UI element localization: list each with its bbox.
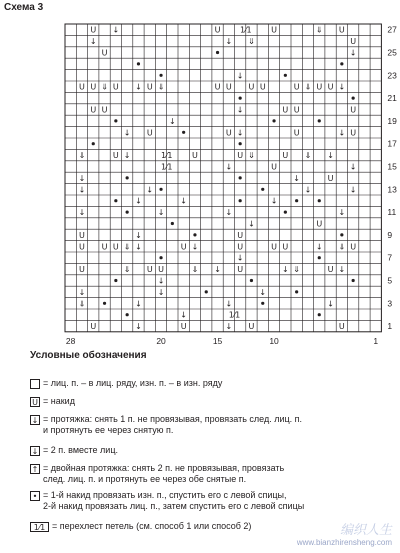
- cross-stitch-icon: 1⁄1: [240, 25, 252, 35]
- double-yarn-over-icon: [171, 222, 174, 225]
- row-number: 23: [387, 70, 397, 81]
- yarn-over-icon: U: [112, 151, 119, 161]
- k2tog-icon: ⇓: [123, 242, 131, 252]
- yarn-over-icon: U: [271, 25, 277, 35]
- ssk-icon: ↓: [338, 265, 346, 275]
- yarn-over-icon: U: [214, 25, 221, 35]
- ssk-icon: ↓: [135, 322, 142, 332]
- double-yarn-over-icon: [103, 302, 106, 305]
- ssk-icon: ↓: [225, 322, 233, 332]
- ssk-icon: ↓: [225, 299, 233, 309]
- ssk-icon: ↓: [112, 25, 120, 35]
- double-yarn-over-icon: [126, 211, 129, 214]
- legend-item-cross: [30, 521, 251, 532]
- column-number: 10: [269, 335, 279, 345]
- ssk-icon: ↓: [31, 415, 39, 425]
- legend-item-k2tog: [30, 445, 118, 456]
- legend-text-k2tog: = 2 п. вместе лиц.: [43, 445, 118, 455]
- yarn-over-icon: U: [316, 82, 323, 92]
- ssk-icon: ↓: [259, 287, 267, 297]
- ssk-icon: ↓: [225, 208, 233, 218]
- yarn-over-icon: U: [79, 82, 85, 92]
- k2tog-icon: ⇓: [248, 151, 255, 161]
- double-yarn-over-icon: [284, 74, 287, 77]
- yarn-over-icon: U: [350, 128, 357, 138]
- yarn-over-icon: U: [112, 82, 119, 92]
- column-number: 28: [65, 335, 76, 345]
- double-yarn-over-icon: [261, 188, 264, 191]
- ssk-icon: ↓: [157, 287, 165, 297]
- yarn-over-icon: U: [350, 37, 357, 47]
- double-yarn-over-icon: •: [30, 491, 40, 501]
- ssk-icon: ↓: [78, 185, 86, 195]
- yarn-over-icon: U: [327, 82, 334, 92]
- yarn-over-icon: U: [146, 128, 153, 138]
- cross-stitch-icon: 1⁄1: [30, 522, 49, 532]
- row-number: 1: [387, 321, 393, 332]
- yarn-over-icon: U: [90, 25, 97, 35]
- k2tog-icon: ⇓: [78, 151, 86, 161]
- legend-title: Условные обозначения: [30, 350, 147, 361]
- row-number: 3: [387, 298, 393, 309]
- yarn-over-icon: U: [79, 230, 85, 240]
- yarn-over-icon: U: [101, 48, 108, 58]
- yarn-over-icon: U: [30, 397, 40, 407]
- ssk-icon: ↓: [293, 173, 301, 183]
- yarn-over-icon: U: [271, 242, 277, 252]
- yarn-over-icon: U: [180, 322, 187, 332]
- double-yarn-over-icon: [92, 142, 95, 145]
- double-yarn-over-icon: [352, 97, 355, 100]
- ssk-icon: ↓: [327, 151, 334, 161]
- legend-text-double-decrease: = двойная протяжка: снять 2 п. не провязывая, провязать след. лиц. п. и протянуть ее через обе снятые п.: [43, 463, 285, 484]
- double-yarn-over-icon: [126, 176, 129, 179]
- yarn-over-icon: U: [293, 128, 300, 138]
- double-yarn-over-icon: [114, 119, 117, 122]
- yarn-over-icon: U: [79, 242, 85, 252]
- yarn-over-icon: U: [248, 322, 255, 332]
- watermark-logo: 编织人生: [339, 522, 392, 537]
- yarn-over-icon: U: [192, 151, 198, 161]
- k2tog-icon: ⇓: [123, 265, 131, 275]
- k2tog-icon: ↓: [31, 446, 39, 456]
- ssk-icon: ↓: [146, 185, 154, 195]
- k2tog-icon: ⇓: [101, 82, 108, 92]
- yarn-over-icon: U: [225, 82, 232, 92]
- ssk-icon: ↓: [236, 105, 244, 115]
- double-yarn-over-icon: [239, 199, 242, 202]
- ssk-icon: ↓: [349, 48, 357, 58]
- ssk-icon: ↓: [315, 242, 323, 252]
- k2tog-icon: ⇓: [157, 82, 165, 92]
- yarn-over-icon: U: [101, 105, 108, 115]
- legend-item-ssk: [30, 414, 302, 436]
- row-number: 17: [387, 138, 397, 149]
- ssk-icon: ↓: [236, 253, 244, 263]
- yarn-over-icon: U: [112, 242, 119, 252]
- row-number: 7: [387, 252, 393, 263]
- ssk-icon: ↓: [78, 287, 86, 297]
- cross-stitch-icon: 1⁄1: [160, 151, 173, 161]
- yarn-over-icon: U: [237, 230, 244, 240]
- ssk-icon: ↓: [89, 37, 97, 47]
- k2tog-icon: ⇓: [338, 242, 346, 252]
- double-yarn-over-icon: [261, 302, 264, 305]
- yarn-over-icon: U: [259, 82, 266, 92]
- yarn-over-icon: U: [293, 105, 300, 115]
- yarn-over-icon: U: [90, 105, 97, 115]
- yarn-over-icon: U: [282, 242, 289, 252]
- legend-item-yarn-over: [30, 396, 75, 407]
- yarn-over-icon: U: [327, 265, 334, 275]
- ssk-icon: ↓: [135, 230, 142, 240]
- yarn-over-icon: U: [237, 242, 244, 252]
- yarn-over-icon: U: [101, 242, 108, 252]
- double-yarn-over-icon: [126, 313, 129, 316]
- ssk-icon: ↓: [338, 82, 346, 92]
- yarn-over-icon: U: [225, 128, 232, 138]
- yarn-over-icon: U: [271, 162, 277, 172]
- ssk-icon: ↓: [123, 128, 131, 138]
- double-yarn-over-icon: [295, 199, 298, 202]
- ssk-icon: ↓: [135, 242, 142, 252]
- legend-item-knit: [30, 378, 222, 389]
- double-yarn-over-icon: [318, 199, 321, 202]
- double-yarn-over-icon: [239, 142, 242, 145]
- column-number: 15: [212, 335, 223, 345]
- ssk-icon: ↓: [157, 276, 165, 286]
- ssk-icon: ↓: [78, 208, 86, 218]
- row-number: 13: [387, 184, 397, 195]
- double-yarn-over-icon: [352, 279, 355, 282]
- double-yarn-over-icon: [340, 62, 343, 65]
- yarn-over-icon: U: [237, 265, 244, 275]
- double-decrease-icon: ↑: [31, 464, 39, 474]
- double-yarn-over-icon: [159, 188, 162, 191]
- yarn-over-icon: U: [282, 151, 289, 161]
- cross-stitch-icon: 1⁄1: [160, 162, 173, 172]
- column-number: 20: [156, 335, 166, 345]
- legend-item-double-decrease: [30, 463, 284, 485]
- double-yarn-over-icon: [182, 131, 185, 134]
- ssk-icon: ↓: [180, 196, 188, 206]
- double-yarn-over-icon: [216, 51, 219, 54]
- double-yarn-over-icon: [114, 279, 117, 282]
- double-yarn-over-icon: [318, 119, 321, 122]
- ssk-icon: ↓: [191, 242, 199, 252]
- yarn-over-icon: U: [146, 265, 153, 275]
- legend-text-ssk: = протяжка: снять 1 п. не провязывая, провязать след. лиц. п. и протянуть ее через снятую п.: [43, 414, 303, 435]
- double-yarn-over-icon: [114, 199, 117, 202]
- k2tog-icon: ⇓: [304, 82, 312, 92]
- watermark-url: www.bianzhirensheng.com: [296, 538, 392, 547]
- double-yarn-over-icon: [239, 97, 242, 100]
- double-yarn-over-icon: [318, 313, 321, 316]
- ssk-icon: ↓: [180, 310, 188, 320]
- row-number: 25: [387, 47, 397, 58]
- double-yarn-over-icon: [284, 211, 287, 214]
- legend-text-cross: = перехлест петель (см. способ 1 или способ 2): [52, 521, 252, 531]
- yarn-over-icon: U: [338, 322, 345, 332]
- ssk-icon: ↓: [168, 116, 176, 126]
- yarn-over-icon: U: [282, 105, 289, 115]
- yarn-over-icon: U: [248, 82, 255, 92]
- ssk-icon: ↓: [236, 128, 244, 138]
- ssk-icon: ↓: [225, 37, 233, 47]
- row-number: 21: [387, 93, 397, 104]
- legend-item-double-yarn-over: [30, 490, 304, 512]
- double-yarn-over-icon: [340, 233, 343, 236]
- ssk-icon: ↓: [270, 196, 278, 206]
- yarn-over-icon: U: [350, 105, 357, 115]
- row-number: 27: [387, 24, 397, 35]
- column-number: 1: [373, 335, 379, 345]
- yarn-over-icon: U: [146, 82, 153, 92]
- k2tog-icon: ⇓: [248, 37, 255, 47]
- double-yarn-over-icon: [137, 62, 140, 65]
- double-yarn-over-icon: [295, 290, 298, 293]
- double-yarn-over-icon: [159, 256, 162, 259]
- k2tog-icon: ⇓: [78, 299, 86, 309]
- knit-stitch-icon: [30, 379, 40, 389]
- ssk-icon: ↓: [248, 219, 255, 229]
- ssk-icon: ↓: [135, 196, 142, 206]
- ssk-icon: ↓: [135, 299, 142, 309]
- cross-stitch-icon: 1⁄1: [228, 310, 241, 320]
- ssk-icon: ↓: [349, 185, 357, 195]
- ssk-icon: ↓: [327, 299, 334, 309]
- ssk-icon: ↓: [338, 128, 346, 138]
- ssk-icon: ↓: [214, 265, 221, 275]
- yarn-over-icon: U: [237, 151, 244, 161]
- yarn-over-icon: U: [180, 242, 187, 252]
- yarn-over-icon: U: [90, 322, 97, 332]
- yarn-over-icon: U: [316, 219, 323, 229]
- legend-text-double-yarn-over: = 1-й накид провязать изн. п., спустить его с левой спицы, 2-й накид провязать лиц. п., затем спустить его с левой спицы: [43, 490, 305, 511]
- ssk-icon: ↓: [157, 208, 165, 218]
- ssk-icon: ↓: [281, 265, 289, 275]
- k2tog-icon: ⇓: [304, 151, 312, 161]
- yarn-over-icon: U: [90, 82, 97, 92]
- ssk-icon: ↓: [304, 185, 312, 195]
- k2tog-icon: ⇓: [191, 265, 199, 275]
- double-yarn-over-icon: [159, 74, 162, 77]
- ssk-icon: ↓: [123, 151, 131, 161]
- yarn-over-icon: U: [338, 25, 345, 35]
- double-yarn-over-icon: [193, 233, 196, 236]
- ssk-icon: ↓: [78, 173, 86, 183]
- yarn-over-icon: U: [158, 265, 164, 275]
- yarn-over-icon: U: [79, 265, 85, 275]
- legend-text-yarn-over: = накид: [43, 396, 75, 406]
- row-number: 19: [387, 115, 397, 126]
- double-yarn-over-icon: [250, 279, 253, 282]
- legend-text-knit: = лиц. п. – в лиц. ряду, изн. п. – в изн. ряду: [43, 378, 223, 388]
- double-yarn-over-icon: [205, 290, 208, 293]
- ssk-icon: ↓: [338, 208, 346, 218]
- ssk-icon: ↓: [135, 82, 142, 92]
- double-yarn-over-icon: [239, 176, 242, 179]
- scheme-title: Схема 3: [4, 2, 44, 13]
- yarn-over-icon: U: [214, 82, 221, 92]
- yarn-over-icon: U: [327, 173, 334, 183]
- double-yarn-over-icon: [272, 119, 275, 122]
- double-yarn-over-icon: [318, 256, 321, 259]
- yarn-over-icon: U: [350, 242, 357, 252]
- ssk-icon: ↓: [349, 162, 357, 172]
- ssk-icon: ↓: [236, 71, 244, 81]
- yarn-over-icon: U: [293, 82, 300, 92]
- row-number: 5: [387, 275, 393, 286]
- row-number: 9: [387, 229, 393, 240]
- k2tog-icon: ⇓: [315, 25, 323, 35]
- row-number: 15: [387, 161, 397, 172]
- ssk-icon: ↓: [225, 162, 233, 172]
- watermark: [297, 519, 392, 547]
- row-number: 11: [387, 207, 397, 218]
- k2tog-icon: ⇓: [293, 265, 301, 275]
